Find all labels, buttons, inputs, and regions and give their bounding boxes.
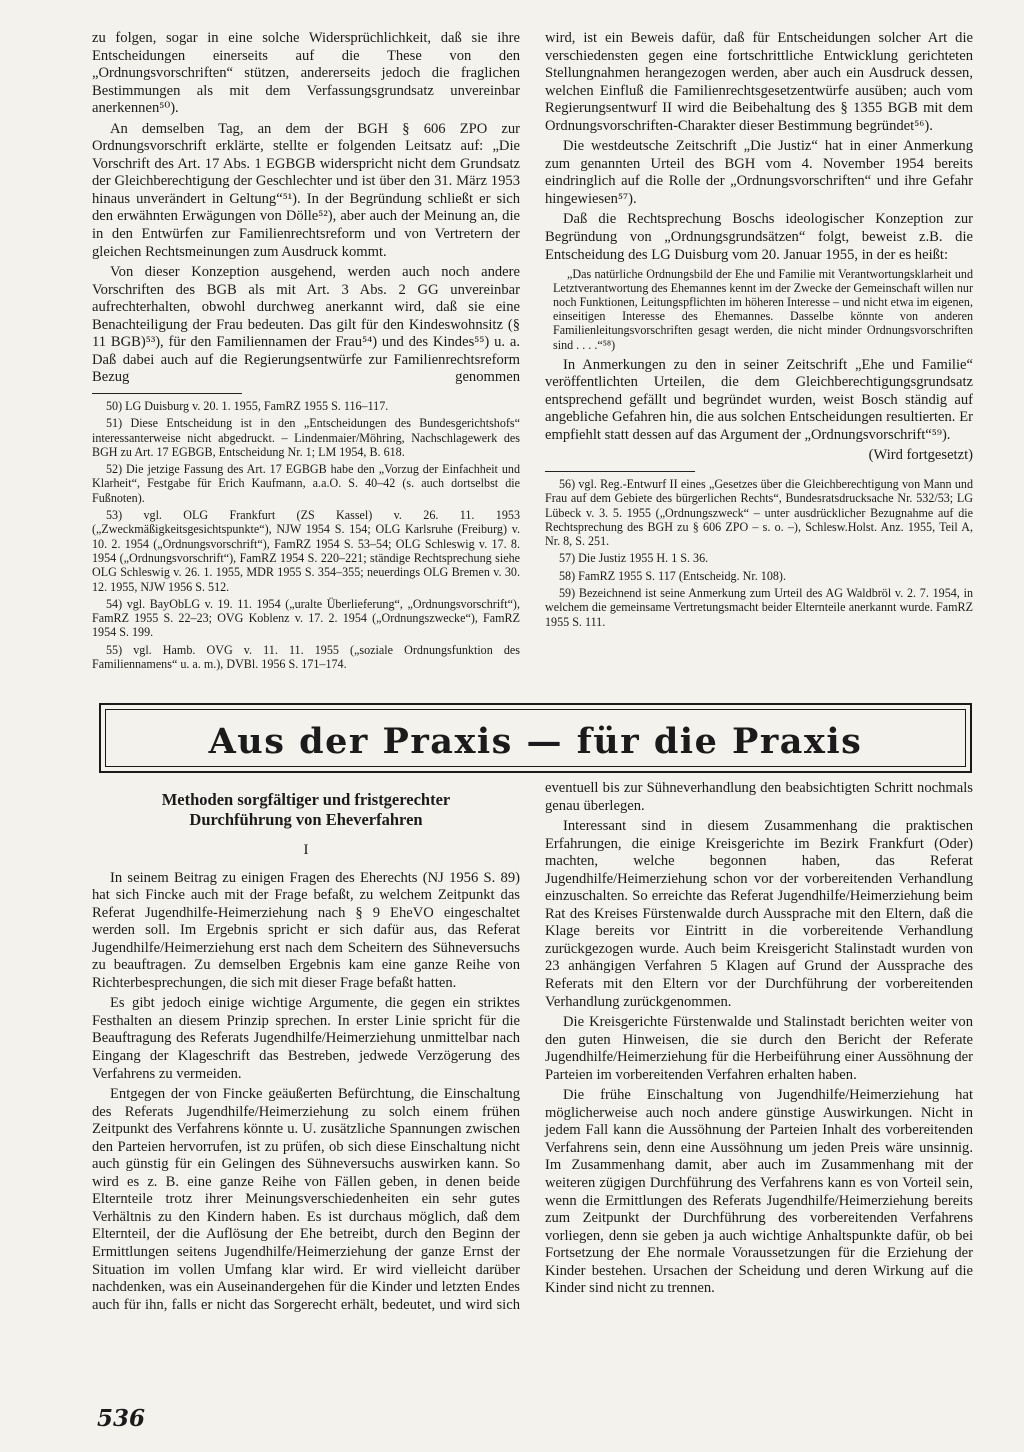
body-paragraph: Daß die Rechtsprechung Boschs ideologischer Konzeption zur Begründung von „Ordnungsgrundsätzen“ folgt, beweist z.B. die Entscheidung des LG Duisburg vom 20. Januar 1955, in der es heißt: <box>545 211 973 263</box>
body-paragraph: Interessant sind in diesem Zusammenhang die praktischen Erfahrungen, die einige Kreisgerichte im Bezirk Frankfurt (Oder) machten, welche begonnen haben, das Referat Jugendhilfe/Heimerziehung schon vor der vorbereitenden Verhandlung einzuschalten. So erreichte das Referat Jugendhilfe/Heimerziehung beim Rat des Kreises Fürstenwalde durch Aussprache mit den Eltern, daß die Klage bereits vor Eintritt in die vorbereitende Verhandlung zurückgezogen wurde. Auch beim Kreisgericht Stalinstadt wurden von 23 anhängigen Verfahren 5 Klagen auf Grund der Aussprache des Referats mit den Eltern vor der Durchführung der vorbereitenden Verhandlung zurückgenommen. <box>545 818 973 1010</box>
footnote: 57) Die Justiz 1955 H. 1 S. 36. <box>559 551 709 566</box>
footnote: 53) vgl. OLG Frankfurt (ZS Kassel) v. 26. 11. 1953 („Zweckmäßigkeitsgesichtspunkte“), NJW 1954 S. 154; OLG Karlsruhe (Freiburg) v. 10. 2. 1954 („Ordnungsvorschrift“), FamRZ 1954 S. 53–54; OLG Schleswig v. 17. 8. 1954 („Ordnungsvorschrift“), FamRZ 1954 S. 220–221; ständige Rechtsprechung siehe OLG Schleswig v. 26. 1. 1955, MDR 1955 S. 354–355; neuerdings OLG Bremen v. 30. 12. 1955, NJW 1956 S. 512. <box>92 508 520 594</box>
body-paragraph: eventuell bis zur Sühneverhandlung den beabsichtigten Schritt nochmals genau überlegen. <box>545 780 973 814</box>
body-paragraph: Von dieser Konzeption ausgehend, werden auch noch andere Vorschriften des BGB als mit Art. 3 Abs. 2 GG unvereinbar aufrechterhalten, obwohl durchweg anerkannt wird, daß sie eine Benachteiligung der Frau bedeuten. Das gilt für den Kindeswohnsitz (§ 11 BGB)⁵³), für den Familiennamen der Frau⁵⁴) und des Kindes⁵⁵) u. a. Daß dabei auch auf die Regierungsentwürfe zur Familienrechtsreform Bezug genommen <box>92 264 520 386</box>
body-paragraph: Die frühe Einschaltung von Jugendhilfe/Heimerziehung hat möglicherweise auch noch andere günstige Auswirkungen. Nicht in jedem Fall kann die Aussöhnung der Parteien Inhalt des vorbereitenden Verfahrens sein, denn eine Aussöhnung um jeden Preis wäre unsinnig. Im Zusammenhang damit, aber auch im Zusammenhang mit der weiteren zügigen Durchführung des Verfahrens kann es von Vorteil sein, wenn die Ermittlungen des Referats Jugendhilfe/Heimerziehung bereits zum Zeitpunkt der Durchführung des vorbereitenden Verfahrens vorliegen, denn sie geben ja auch wichtige Anhaltspunkte dafür, ob bei Fortsetzung der Ehe normale Voraussetzungen für die Erziehung der Kinder bestehen. Ursachen der Scheidung und deren Wirkung auf die Kinder sind nicht zu trennen. <box>545 1087 973 1297</box>
article-title-line: Methoden sorgfältiger und fristgerechter <box>161 790 451 809</box>
article-title <box>92 790 520 830</box>
footnotes-right <box>545 477 973 629</box>
upper-right-column <box>545 30 973 632</box>
footnotes-left <box>92 399 520 671</box>
body-paragraph: In seinem Beitrag zu einigen Fragen des Eherechts (NJ 1956 S. 89) hat sich Fincke auch mit der Frage befaßt, zu welchem Zeitpunkt das Referat Jugendhilfe-Heimerziehung nach § 9 EheVO eingeschaltet werden soll. Im Ergebnis spricht er sich dafür aus, das Referat Jugendhilfe/Heimerziehung erst nach dem Scheitern des Sühneversuchs zu beauftragen. Zu demselben Ergebnis kam eine ganze Reihe von Richterbesprechungen, die sich mit dieser Frage befaßt hatten. <box>92 869 520 991</box>
body-paragraph: Die westdeutsche Zeitschrift „Die Justiz“ hat in einer Anmerkung zum genannten Urteil des BGH vom 4. November 1954 bereits eindringlich auf die Rolle der „Ordnungsvorschriften“ und ihre Gefahr hingewiesen⁵⁷). <box>545 138 973 207</box>
body-paragraph: An demselben Tag, an dem der BGH § 606 ZPO zur Ordnungsvorschrift erklärte, stellte er folgenden Leitsatz auf: „Die Vorschrift des Art. 17 Abs. 1 EGBGB widerspricht nicht dem Grundsatz der Gleichberechtigung der Geschlechter und ist über den 31. März 1953 hinaus unverändert in Geltung“⁵¹). In der Begründung schließt er sich den erwähnten Erwägungen von Dölle⁵²), aber auch der Meinung an, die in den Entwürfen zur Familienrechtsreform und von Vertretern der gleichen Rechtsmeinungen zum Ausdruck kommt. <box>92 120 520 260</box>
body-paragraph: wird, ist ein Beweis dafür, daß für Entscheidungen solcher Art die verschiedensten gegen eine fortschrittliche Entwicklung gerichteten Stellungnahmen herangezogen werden, aber auch ein Ausdruck dessen, welchen Einfluß die Familienrechtsgesetzentwürfe ausüben; auch vom Regierungsentwurf II wird die Beibehaltung des § 1355 BGB mit dem Ordnungsvorschriften-Charakter dieser Bestimmung begründet⁵⁶). <box>545 30 973 134</box>
continued-note: (Wird fortgesetzt) <box>868 447 973 464</box>
footnote-rule <box>92 393 242 394</box>
block-quote: „Das natürliche Ordnungsbild der Ehe und Familie mit Verantwortungsklarheit und Letztverantwortung des Ehemannes kennt im der Zwecke der Gemeinschaft willen nur noch Funktionen, Leitungspflichten im höheren Interesse – und nicht etwa im eigenen, einseitigen Interesse des Ehemannes. Dasselbe könnte von anderen Familienleitungsvorschriften gesagt werden, die nicht minder Ordnungsvorschriften sind . . . .“⁵⁸) <box>553 267 973 352</box>
footnote: 54) vgl. BayObLG v. 19. 11. 1954 („uralte Überlieferung“, „Ordnungsvorschrift“), FamRZ 1955 S. 22–23; OVG Koblenz v. 17. 2. 1954 („Ordnungszwecke“), FamRZ 1954 S. 199. <box>92 596 520 640</box>
page-number: 536 <box>97 1405 146 1432</box>
footnote: 52) Die jetzige Fassung des Art. 17 EGBGB habe den „Vorzug der Einfachheit und Klarheit“, Festgabe für Erich Kaufmann, a.a.O. S. 40–42 (s. auch dortselbst die Fußnoten). <box>92 462 520 505</box>
section-banner <box>99 703 972 773</box>
body-paragraph: Entgegen der von Fincke geäußerten Befürchtung, die Einschaltung des Referats Jugendhilfe/Heimerziehung zu solch einem frühen Zeitpunkt des Verfahrens könnte u. U. zusätzliche Spannungen zwischen den Parteien hervorrufen, ist zu prüfen, ob sich diese Einschaltung nicht auch günstig für ein Gelingen des Sühneversuchs auswirken kann. So wird es z. B. eine ganze Reihe von Fällen geben, in denen beide Elternteile trotz ihrer Meinungsverschiedenheiten ein sehr gutes Verhältnis zu den Kindern haben. Es ist durchaus möglich, daß dem Elternteil, der die Auflösung der Ehe betreibt, durch den Beginn der Ermittlungen seitens Jugendhilfe/Heimerziehung der ganze Ernst der Situation im vollen Umfang klar wird. Er wird vielleicht darüber nachdenken, was ein Auseinandergehen für die Kinder und letzten Endes auch für ihn, falls er nicht das Sorgerecht erhält, bedeutet, und wird sich <box>92 1086 520 1313</box>
lower-left-column <box>92 790 520 1317</box>
footnote: 58) FamRZ 1955 S. 117 (Entscheidg. Nr. 108). <box>559 568 786 583</box>
article-part-number: I <box>303 842 309 858</box>
body-paragraph: zu folgen, sogar in eine solche Widersprüchlichkeit, daß sie ihre Entscheidungen einerseits auf die These von den „Ordnungsvorschriften“ stützen, andererseits jedoch die fraglichen Bestimmungen als mit dem Verfassungsgrundsatz unvereinbar anerkennen⁵⁰). <box>92 30 520 117</box>
upper-left-column <box>92 30 520 674</box>
footnote: 51) Diese Entscheidung ist in den „Entscheidungen des Bundesgerichtshofs“ interessanterweise nicht abgedruckt. – Lindenmaier/Möhring, Nachschlagewerk des BGH zu Art. 17 EGBGB, Entscheidung Nr. 1; LM 1954, B. 618. <box>92 416 520 459</box>
body-paragraph: Es gibt jedoch einige wichtige Argumente, die gegen ein striktes Festhalten an diesem Prinzip sprechen. In erster Linie spricht für die Beauftragung des Referats Jugendhilfe/Heimerziehung unmittelbar nach Eingang der Klageschrift das Bestreben, jedwede Verzögerung des Verfahrens zu vermeiden. <box>92 995 520 1082</box>
article-title-line: Durchführung von Eheverfahren <box>189 810 423 829</box>
body-paragraph: In Anmerkungen zu den in seiner Zeitschrift „Ehe und Familie“ veröffentlichten Urteilen, die dem Gleichberechtigungsgrundsatz entsprechend gefällt und begründet wurden, weist Bosch ständig auf angebliche Gefahren hin, die aus solchen Entscheidungen resultierten. Er empfiehlt statt dessen auf das Argument der „Ordnungsvorschrift“⁵⁹). <box>545 356 973 443</box>
footnote: 50) LG Duisburg v. 20. 1. 1955, FamRZ 1955 S. 116–117. <box>106 398 389 413</box>
section-title: Aus der Praxis — für die Praxis <box>208 720 863 762</box>
footnote: 59) Bezeichnend ist seine Anmerkung zum Urteil des AG Waldbröl v. 2. 7. 1954, in welchem die gemeinsame Vertretungsmacht beider Elternteile anerkannt wurde. FamRZ 1955 S. 111. <box>545 586 973 629</box>
section-banner-inner <box>105 709 966 767</box>
footnote: 56) vgl. Reg.-Entwurf II eines „Gesetzes über die Gleichberechtigung von Mann und Frau auf dem Gebiete des bürgerlichen Rechts“, Bundesratsdrucksache Nr. 532/53; LG Lübeck v. 3. 5. 1955 („Ordnungszweck“ – unter ausdrücklicher Bezugnahme auf die Rechtsprechung des BGH zu § 606 ZPO – s. o. –), Schlesw.Holst. Anz. 1955, Teil A, Nr. 8, S. 251. <box>545 476 973 549</box>
lower-right-column <box>545 780 973 1301</box>
footnote: 55) vgl. Hamb. OVG v. 11. 11. 1955 („soziale Ordnungsfunktion des Familiennamens“ u. a. m.), DVBl. 1956 S. 171–174. <box>92 642 520 671</box>
footnote-rule <box>545 471 695 472</box>
body-paragraph: Die Kreisgerichte Fürstenwalde und Stalinstadt berichten weiter von den guten Hinweisen, die sie durch den Bericht der Referate Jugendhilfe/Heimerziehung für die Herbeiführung einer Aussöhnung der Parteien im vorbereitenden Verfahren erhalten haben. <box>545 1014 973 1083</box>
